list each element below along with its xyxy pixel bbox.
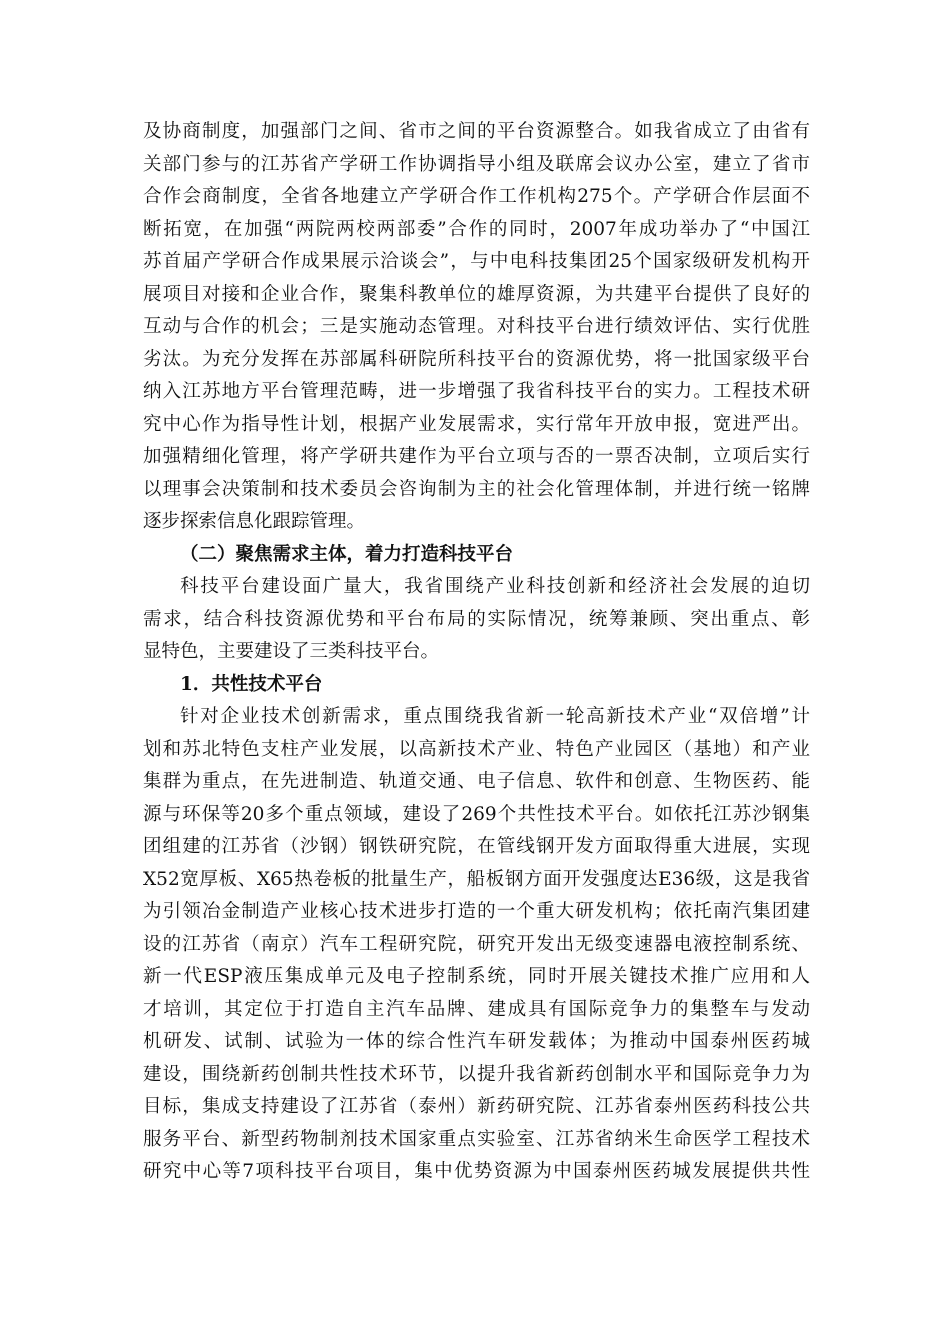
text-line: 展项目对接和企业合作，聚集科教单位的雄厚资源，为共建平台提供了良好的 — [143, 283, 810, 305]
text-line: 集群为重点，在先进制造、轨道交通、电子信息、软件和创意、生物医药、能 — [143, 771, 810, 792]
paragraph-3 — [143, 701, 810, 1189]
text-line: 建设，围绕新药创制共性技术环节，以提升我省新药创制水平和国际竞争力为 — [143, 1063, 810, 1085]
text-line: 机研发、试制、试验为一体的综合性汽车研发载体；为推动中国泰州医药城 — [143, 1031, 810, 1052]
text-line: 针对企业技术创新需求，重点围绕我省新一轮高新技术产业“双倍增”计 — [180, 706, 810, 727]
text-line: 服务平台、新型药物制剂技术国家重点实验室、江苏省纳米生命医学工程技术 — [143, 1128, 810, 1150]
text-line: 逐步探索信息化跟踪管理。 — [143, 511, 366, 532]
text-line: 合作会商制度，全省各地建立产学研合作工作机构275个。产学研合作层面不 — [143, 186, 810, 207]
text-line: X52宽厚板、X65热卷板的批量生产，船板钢方面开发强度达E36级，这是我省 — [143, 868, 810, 890]
paragraph-1 — [143, 116, 810, 539]
text-line: 才培训，其定位于打造自主汽车品牌、建成具有国际竞争力的集整车与发动 — [143, 998, 810, 1020]
text-line: 设的江苏省（南京）汽车工程研究院，研究开发出无级变速器电液控制系统、 — [143, 933, 810, 955]
text-line: 究中心作为指导性计划，根据产业发展需求，实行常年开放申报，宽进严出。 — [143, 413, 810, 435]
text-line: 需求，结合科技资源优势和平台布局的实际情况，统筹兼顾、突出重点、彰 — [143, 608, 810, 630]
text-line: 显特色，主要建设了三类科技平台。 — [143, 641, 440, 662]
text-line: 团组建的江苏省（沙钢）钢铁研究院，在管线钢开发方面取得重大进展，实现 — [143, 836, 810, 857]
text-line: 新一代ESP液压集成单元及电子控制系统，同时开展关键技术推广应用和人 — [143, 966, 810, 987]
text-line: 科技平台建设面广量大，我省围绕产业科技创新和经济社会发展的迫切 — [180, 576, 810, 597]
text-line: 为引领冶金制造产业核心技术进步打造的一个重大研发机构；依托南汽集团建 — [143, 901, 810, 922]
text-line: 源与环保等20多个重点领域，建设了269个共性技术平台。如依托江苏沙钢集 — [143, 803, 810, 825]
text-line: 划和苏北特色支柱产业发展，以高新技术产业、特色产业园区（基地）和产业 — [143, 738, 810, 760]
text-line: 纳入江苏地方平台管理范畴，进一步增强了我省科技平台的实力。工程技术研 — [143, 381, 810, 402]
section-heading: （二）聚焦需求主体，着力打造科技平台 — [180, 543, 514, 565]
text-line: 及协商制度，加强部门之间、省市之间的平台资源整合。如我省成立了由省有 — [143, 121, 810, 142]
document-page — [143, 116, 810, 1189]
paragraph-2 — [143, 571, 810, 669]
text-line: 关部门参与的江苏省产学研工作协调指导小组及联席会议办公室，建立了省市 — [143, 153, 810, 175]
text-line: 研究中心等7项科技平台项目，集中优势资源为中国泰州医药城发展提供共性 — [143, 1161, 810, 1182]
text-line: 劣汰。为充分发挥在苏部属科研院所科技平台的资源优势，将一批国家级平台 — [143, 348, 810, 370]
text-line: 苏首届产学研合作成果展示洽谈会”，与中电科技集团25个国家级研发机构开 — [143, 251, 810, 272]
text-line: 加强精细化管理，将产学研共建作为平台立项与否的一票否决制，立项后实行 — [143, 446, 810, 467]
text-line: 以理事会决策制和技术委员会咨询制为主的社会化管理体制，并进行统一铭牌 — [143, 478, 810, 500]
text-line: 互动与合作的机会；三是实施动态管理。对科技平台进行绩效评估、实行优胜 — [143, 316, 810, 337]
subsection-heading: 1．共性技术平台 — [180, 673, 323, 695]
text-line: 断拓宽，在加强“两院两校两部委”合作的同时，2007年成功举办了“中国江 — [143, 218, 810, 240]
text-line: 目标，集成支持建设了江苏省（泰州）新药研究院、江苏省泰州医药科技公共 — [143, 1096, 810, 1117]
